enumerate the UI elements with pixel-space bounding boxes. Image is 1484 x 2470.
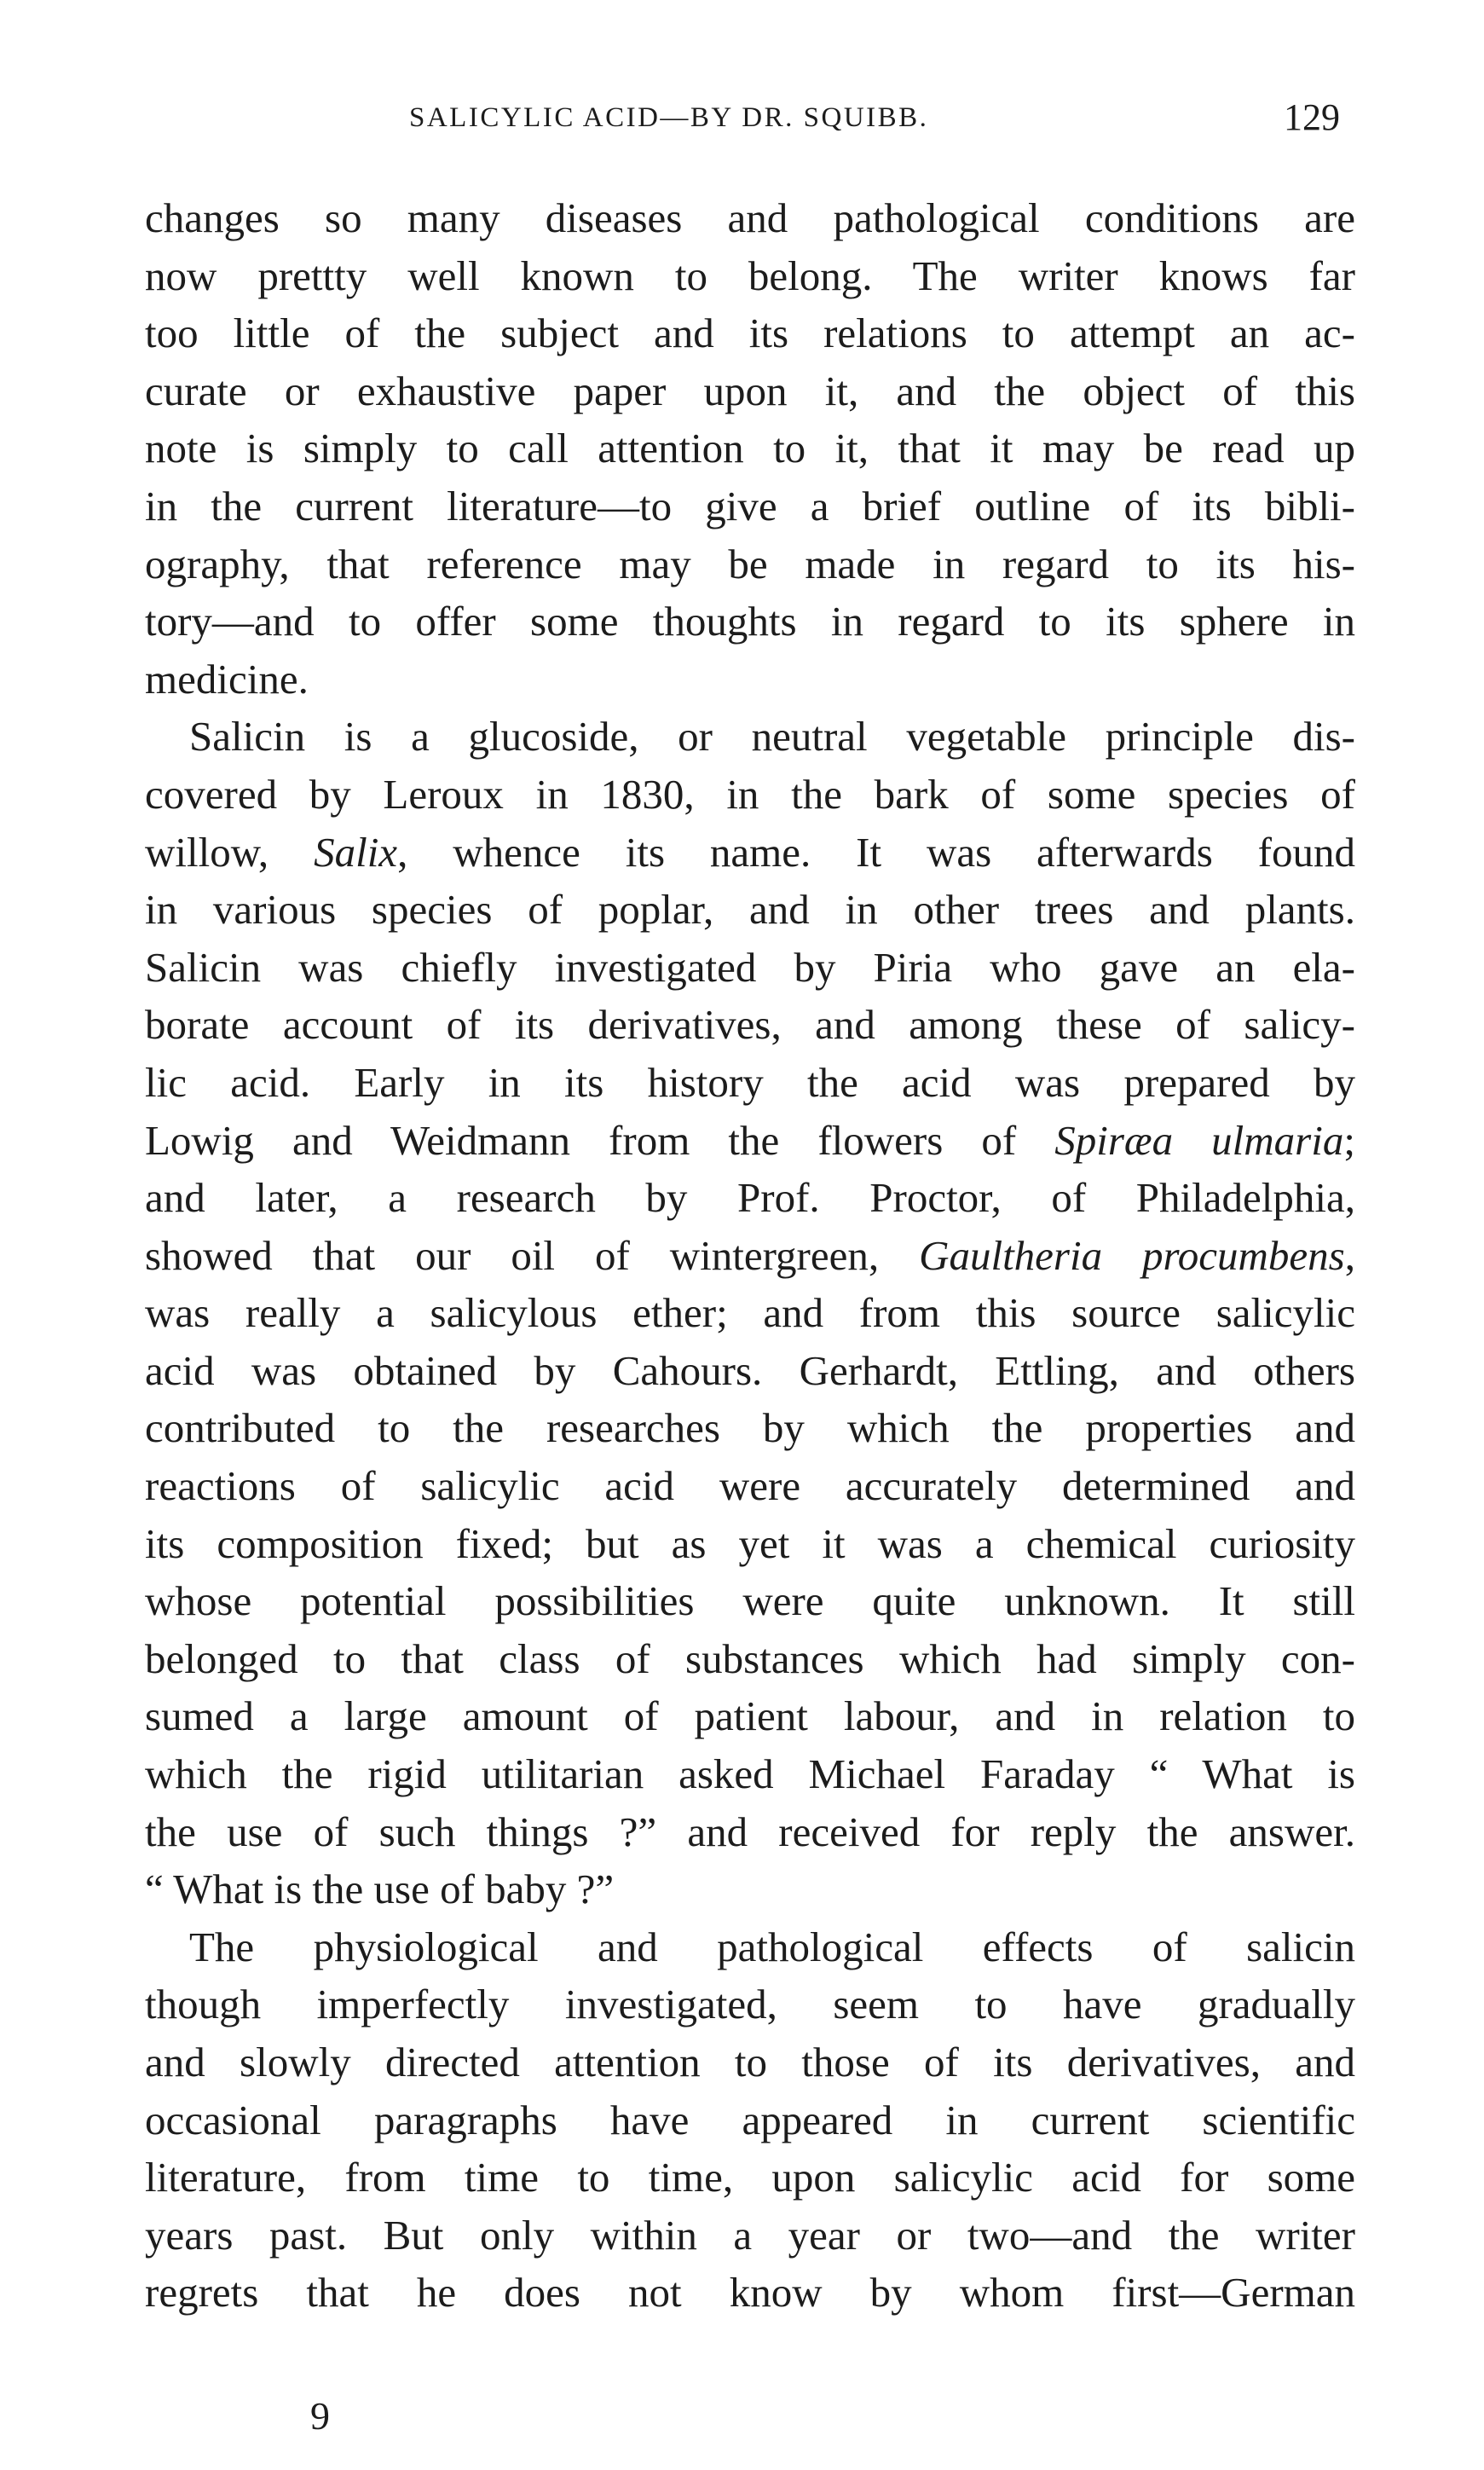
text-line: belonged to that class of substances which had simply con-	[145, 1634, 1355, 1682]
text-line: Salicin was chiefly investigated by Piria who gave an ela-	[145, 943, 1355, 991]
text-line: years past. But only within a year or two—and the writer	[145, 2211, 1355, 2259]
running-head	[0, 95, 1484, 147]
text-line: whose potential possibilities were quite unknown. It still	[145, 1577, 1355, 1625]
text-line: medicine.	[145, 655, 309, 703]
text-line: curate or exhaustive paper upon it, and the object of this	[145, 367, 1355, 414]
text-line: regrets that he does not know by whom first—German	[145, 2269, 1355, 2317]
text-line: now prettty well known to belong. The writer knows far	[145, 252, 1355, 299]
text-line: Lowig and Weidmann from the flowers of Spiræa ulmaria;	[145, 1116, 1355, 1164]
text-line: covered by Leroux in 1830, in the bark of some species of	[145, 770, 1355, 818]
text-line: sumed a large amount of patient labour, and in relation to	[145, 1692, 1355, 1740]
text-line: changes so many diseases and pathological conditions are	[145, 194, 1355, 241]
text-line: tory—and to offer some thoughts in regard to its sphere in	[145, 598, 1355, 645]
text-line: literature, from time to time, upon salicylic acid for some	[145, 2154, 1355, 2201]
text-line: Salicin is a glucoside, or neutral vegetable principle dis-	[189, 713, 1355, 761]
running-title: SALICYLIC ACID—BY DR. SQUIBB.	[409, 102, 929, 133]
text-line: in the current literature—to give a brief outline of its bibli-	[145, 482, 1355, 529]
text-line: occasional paragraphs have appeared in current scientific	[145, 2096, 1355, 2143]
text-line: was really a salicylous ether; and from this source salicylic	[145, 1289, 1355, 1337]
text-line: reactions of salicylic acid were accurately determined and	[145, 1462, 1355, 1510]
body-text	[145, 189, 1355, 2322]
text-line: showed that our oil of wintergreen, Gaultheria procumbens,	[145, 1231, 1356, 1279]
text-line: though imperfectly investigated, seem to have gradually	[145, 1981, 1355, 2028]
text-line: contributed to the researches by which the properties and	[145, 1404, 1355, 1452]
text-line: and later, a research by Prof. Proctor, of Philadelphia,	[145, 1174, 1355, 1222]
text-line: ography, that reference may be made in regard to its his-	[145, 540, 1355, 587]
text-line: acid was obtained by Cahours. Gerhardt, Ettling, and others	[145, 1346, 1355, 1394]
text-line: The physiological and pathological effects of salicin	[189, 1923, 1355, 1970]
text-line: “ What is the use of baby ?”	[145, 1866, 615, 1913]
text-line: lic acid. Early in its history the acid was prepared by	[145, 1058, 1355, 1106]
signature-mark: 9	[310, 2394, 330, 2438]
page-number: 129	[1284, 96, 1340, 138]
text-line: borate account of its derivatives, and among these of salicy-	[145, 1001, 1355, 1049]
text-line: the use of such things ?” and received for reply the answer.	[145, 1808, 1355, 1855]
text-line: too little of the subject and its relations to attempt an ac-	[145, 309, 1355, 357]
text-line: which the rigid utilitarian asked Michael Faraday “ What is	[145, 1750, 1355, 1798]
text-line: willow, Salix, whence its name. It was afterwards found	[145, 828, 1355, 876]
text-line: note is simply to call attention to it, that it may be read up	[145, 425, 1355, 472]
text-line: in various species of poplar, and in other trees and plants.	[145, 886, 1355, 934]
text-line: its composition fixed; but as yet it was a chemical curiosity	[145, 1519, 1355, 1567]
text-line: and slowly directed attention to those of its derivatives, and	[145, 2039, 1355, 2085]
